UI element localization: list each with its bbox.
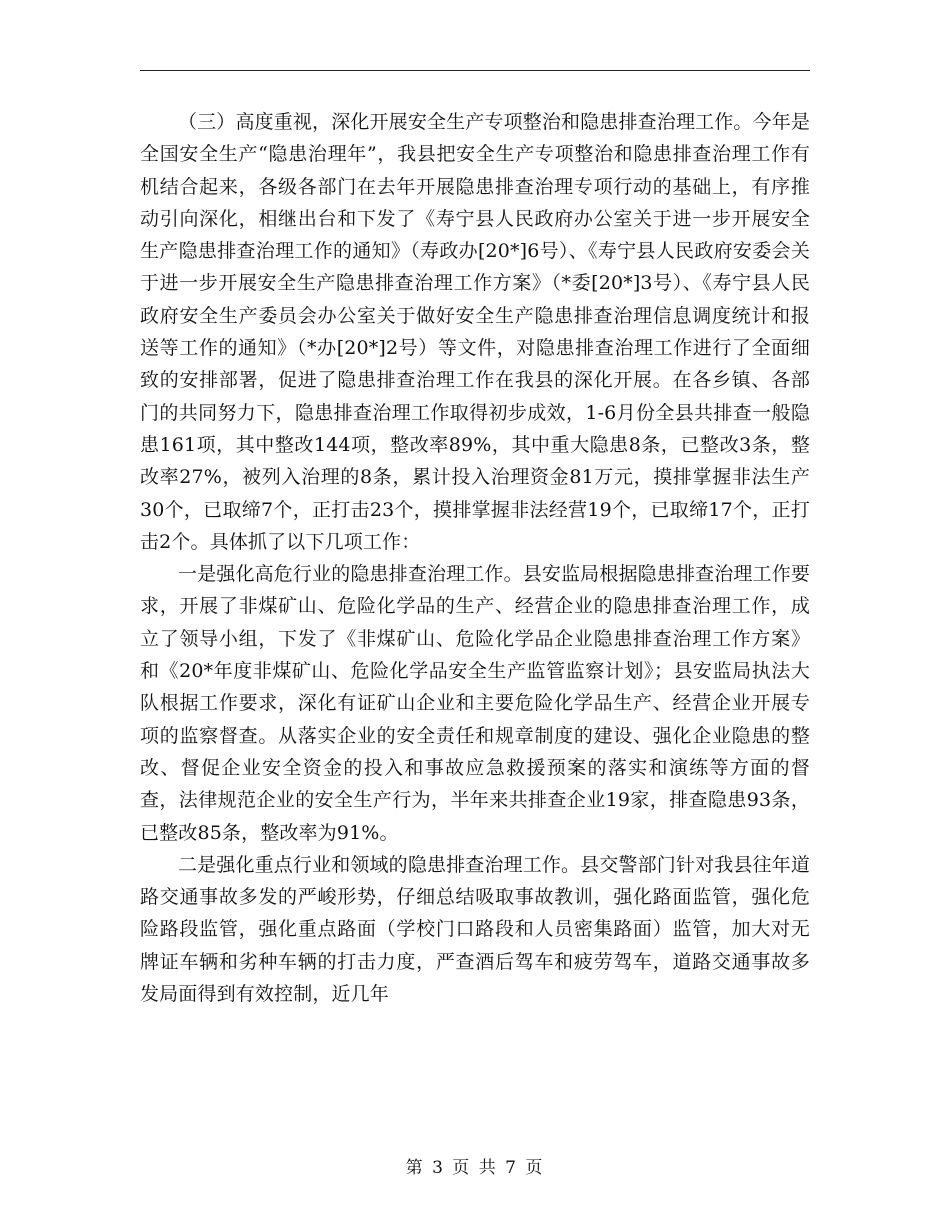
paragraph-section-3: （三）高度重视，深化开展安全生产专项整治和隐患排查治理工作。今年是全国安全生产“隐患治理年”，我县把安全生产专项整治和隐患排查治理工作有机结合起来，各级各部门在去年开展隐患排查治理专项行动的基础上，有序推动引向深化，相继出台和下发了《寿宁县人民政府办公室关于进一步开展安全生产隐患排查治理工作的通知》（寿政办[20*]6号）、《寿宁县人民政府安委会关于进一步开展安全生产隐患排查治理工作方案》（*委[20*]3号）、《寿宁县人民政府安全生产委员会办公室关于做好安全生产隐患排查治理信息调度统计和报送等工作的通知》（*办[20*]2号）等文件，对隐患排查治理工作进行了全面细致的安排部署，促进了隐患排查治理工作在我县的深化开展。在各乡镇、各部门的共同努力下，隐患排查治理工作取得初步成效，1-6月份全县共排查一般隐患161项，其中整改144项，整改率89%，其中重大隐患8条，已整改3条，整改率27%，被列入治理的8条，累计投入治理资金81万元，摸排掌握非法生产30个，已取缔7个，正打击23个，摸排掌握非法经营19个，已取缔17个，正打击2个。具体抓了以下几项工作：	[140, 111, 810, 553]
paragraph-item-1: 一是强化高危行业的隐患排查治理工作。县安监局根据隐患排查治理工作要求，开展了非煤矿山、危险化学品的生产、经营企业的隐患排查治理工作，成立了领导小组，下发了《非煤矿山、危险化学品企业隐患排查治理工作方案》和《20*年度非煤矿山、危险化学品安全生产监管监察计划》；县安监局执法大队根据工作要求，深化有证矿山企业和主要危险化学品生产、经营企业开展专项的监察督查。从落实企业的安全责任和规章制度的建设、强化企业隐患的整改、督促企业安全资金的投入和事故应急救援预案的落实和演练等方面的督查，法律规范企业的安全生产行为，半年来共排查企业19家，排查隐患93条，已整改85条，整改率为91%。	[140, 563, 810, 844]
document-body	[140, 106, 810, 1010]
page-number-footer: 第 3 页 共 7 页	[405, 1158, 545, 1178]
header-rule	[140, 70, 810, 71]
paragraph-item-2: 二是强化重点行业和领域的隐患排查治理工作。县交警部门针对我县往年道路交通事故多发的严峻形势，仔细总结吸取事故教训，强化路面监管，强化危险路段监管，强化重点路面（学校门口路段和人员密集路面）监管，加大对无牌证车辆和劣种车辆的打击力度，严查酒后驾车和疲劳驾车，道路交通事故多发局面得到有效控制，近几年	[140, 853, 810, 1006]
